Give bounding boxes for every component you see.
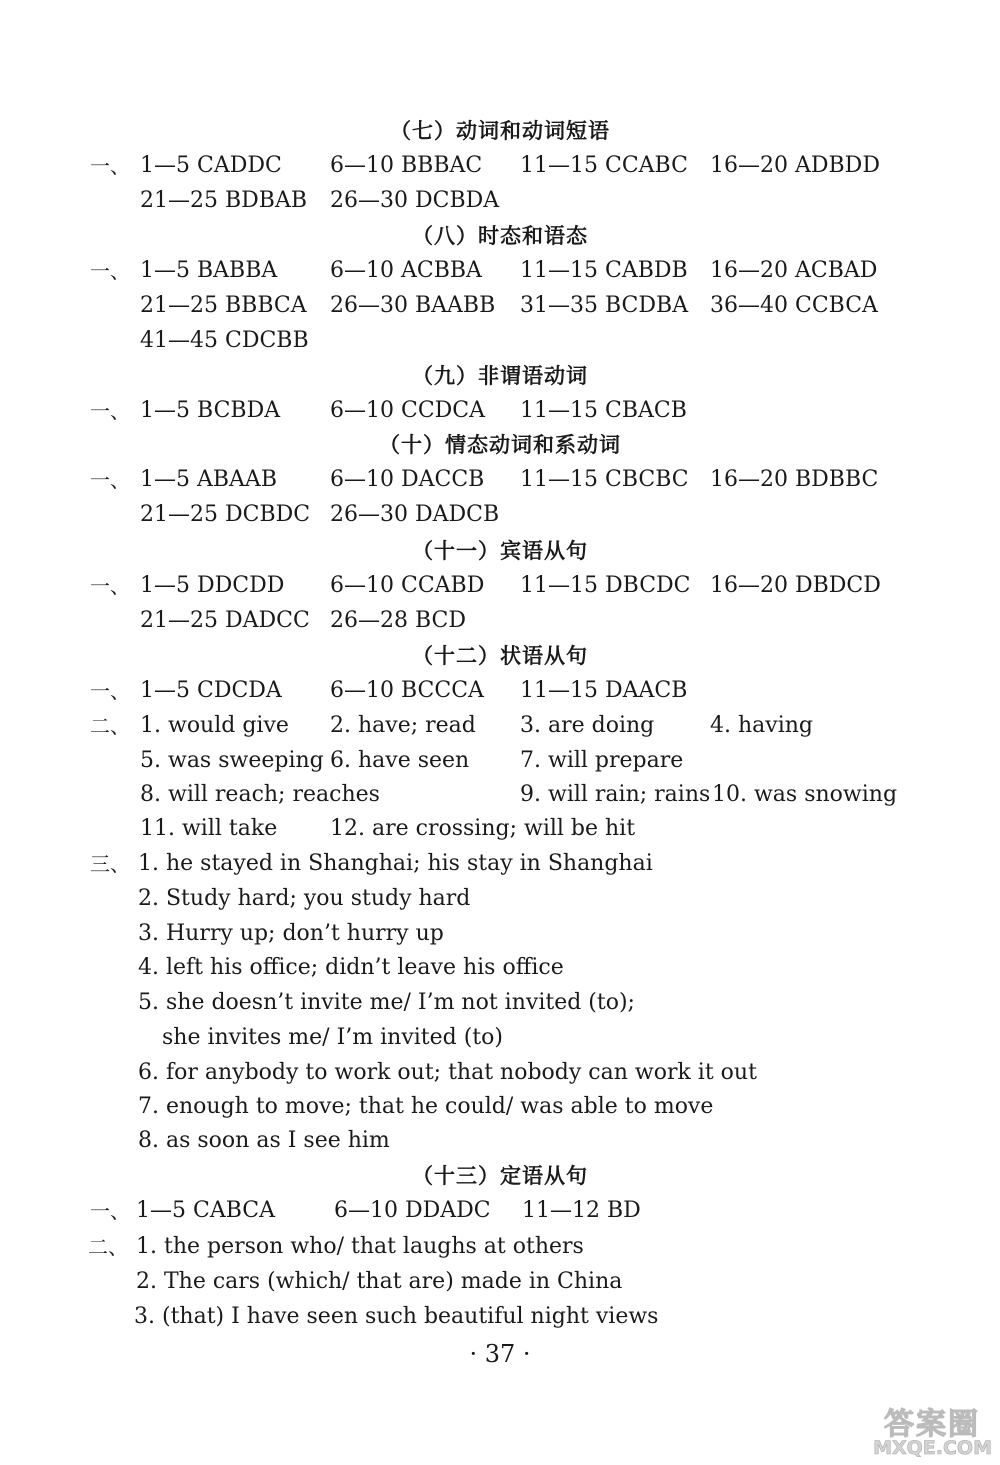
answer-row [0,150,1000,182]
watermark-logo [842,1399,992,1459]
answer-group: 11—15 CBACB [520,398,687,423]
answer-row [0,1301,1000,1333]
answer-group: 1—5 BCBDA [140,398,281,423]
answer-row [0,675,1000,707]
answer-group: 6—10 CCABD [330,573,485,598]
answer-row [0,987,1000,1019]
answer-item: she invites me/ I’m invited (to) [162,1025,503,1050]
answer-row [0,499,1000,531]
answer-group: 11—12 BD [522,1198,641,1223]
answer-group: 26—28 BCD [330,608,467,633]
part-label: 一、 [90,399,130,423]
answer-group: 1—5 BABBA [140,258,278,283]
answer-group: 11—15 DAACB [520,678,688,703]
answer-row [0,1266,1000,1298]
answer-group: 16—20 DBDCD [710,573,881,598]
section-heading: （七）动词和动词短语 [390,119,610,143]
answer-item: 2. Study hard; you study hard [138,886,471,911]
answer-item: 10. was snowing [712,782,898,807]
answer-group: 6—10 DACCB [330,467,485,492]
answer-row [0,290,1000,322]
answer-group: 21—25 BDBAB [140,188,308,213]
answer-group: 16—20 ADBDD [710,153,880,178]
answer-row [0,848,1000,880]
answer-group: 11—15 CBCBC [520,467,689,492]
answer-group: 21—25 BBBCA [140,293,307,318]
answer-group: 36—40 CCBCA [710,293,878,318]
answer-group: 26—30 DADCB [330,502,500,527]
answer-row [0,710,1000,742]
answer-item: 11. will take [140,816,278,841]
section-heading: （十）情态动词和系动词 [379,433,621,457]
answer-item: 12. are crossing; will be hit [330,816,636,841]
answer-item: 3. are doing [520,713,655,738]
answer-row [0,255,1000,287]
answer-item: 8. will reach; reaches [140,782,380,807]
answer-row [0,325,1000,357]
answer-row [0,605,1000,637]
answer-row [0,1195,1000,1227]
answer-item: 3. Hurry up; don’t hurry up [138,921,444,946]
answer-item: 1. the person who/ that laughs at others [136,1234,584,1259]
answer-item: 4. left his office; didn’t leave his office [138,955,564,980]
answer-item: 6. have seen [330,748,470,773]
answer-group: 6—10 BCCCA [330,678,484,703]
answer-row [0,779,1000,811]
answer-item: 4. having [710,713,813,738]
answer-row [0,1057,1000,1089]
answer-item: 5. was sweeping [140,748,324,773]
answer-row [0,1125,1000,1157]
answer-item: 6. for anybody to work out; that nobody can work it out [138,1060,757,1085]
answer-group: 26—30 BAABB [330,293,496,318]
part-label: 一、 [90,1199,130,1223]
answer-row [0,570,1000,602]
answer-item: 2. have; read [330,713,476,738]
answer-row [0,952,1000,984]
section-heading: （十一）宾语从句 [412,539,588,563]
part-label: 一、 [90,154,130,178]
answer-row [0,1091,1000,1123]
answer-row [0,1022,1000,1054]
answer-row [0,395,1000,427]
answer-group: 21—25 DCBDC [140,502,311,527]
part-label: 三、 [90,852,130,876]
part-label: 一、 [90,574,130,598]
answer-group: 1—5 ABAAB [140,467,277,492]
watermark-url: MXQE.COM [873,1437,992,1459]
answer-item: 9. will rain; rains [520,782,711,807]
part-label: 二、 [88,1235,128,1259]
answer-group: 41—45 CDCBB [140,328,309,353]
watermark-title: 答案圈 [884,1407,980,1442]
answer-group: 31—35 BCDBA [520,293,689,318]
answer-group: 26—30 DCBDA [330,188,500,213]
page-number: · 37 · [469,1340,531,1368]
answer-group: 6—10 CCDCA [330,398,486,423]
answer-row [0,745,1000,777]
section-heading: （十三）定语从句 [412,1164,588,1188]
part-label: 一、 [90,679,130,703]
answer-group: 1—5 DDCDD [140,573,285,598]
answer-item: 7. enough to move; that he could/ was able to move [138,1094,714,1119]
answer-group: 11—15 CABDB [520,258,688,283]
section-heading: （九）非谓语动词 [412,364,588,388]
answer-item: 5. she doesn’t invite me/ I’m not invited (to); [138,990,635,1015]
answer-row [0,185,1000,217]
answer-group: 11—15 DBCDC [520,573,691,598]
answer-item: 3. (that) I have seen such beautiful night views [134,1304,659,1329]
answer-item: 7. will prepare [520,748,684,773]
section-heading: （十二）状语从句 [412,644,588,668]
answer-group: 21—25 DADCC [140,608,310,633]
answer-group: 16—20 BDBBC [710,467,879,492]
answer-row [0,464,1000,496]
answer-group: 1—5 CDCDA [140,678,282,703]
answer-group: 1—5 CADDC [140,153,282,178]
part-label: 一、 [90,468,130,492]
answer-group: 16—20 ACBAD [710,258,878,283]
section-heading: （八）时态和语态 [412,224,588,248]
answer-group: 6—10 BBBAC [330,153,483,178]
answer-item: 1. he stayed in Shanghai; his stay in Shanghai [138,851,653,876]
answer-row [0,813,1000,845]
answer-item: 2. The cars (which/ that are) made in China [136,1269,623,1294]
answer-group: 11—15 CCABC [520,153,688,178]
answer-group: 1—5 CABCA [136,1198,276,1223]
part-label: 二、 [90,714,130,738]
answer-row [0,883,1000,915]
answer-row [0,918,1000,950]
answer-item: 1. would give [140,713,289,738]
part-label: 一、 [90,259,130,283]
answer-group: 6—10 ACBBA [330,258,482,283]
answer-item: 8. as soon as I see him [138,1128,390,1153]
answer-row [0,1231,1000,1263]
answer-group: 6—10 DDADC [334,1198,491,1223]
